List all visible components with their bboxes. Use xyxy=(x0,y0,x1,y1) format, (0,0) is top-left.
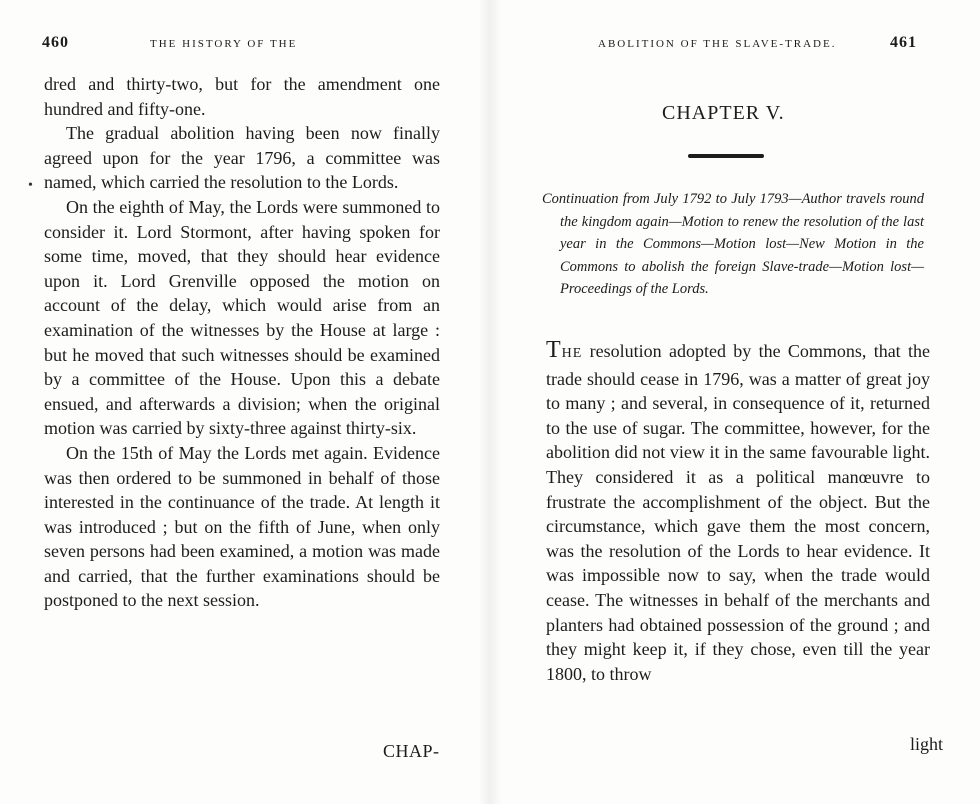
left-paragraph-2: The gradual abolition having been now finally agreed upon for the year 1796, a committee was named, which carried the resolution to the Lords. xyxy=(44,123,440,193)
left-running-head: THE HISTORY OF THE xyxy=(150,38,298,50)
right-page-number: 461 xyxy=(890,34,917,51)
left-page-number: 460 xyxy=(42,34,69,51)
chapter-rule xyxy=(688,154,764,158)
left-paragraph-4: On the 15th of May the Lords met again. Evidence was then ordered to be summoned in behalf of those interested in the continuance of the trade. At length it was introduced ; but on the fifth of June, when only seven persons had been examined, a motion was made and carried, that the further examinations should be postponed to the next session. xyxy=(44,442,440,611)
right-body-text xyxy=(546,338,930,686)
left-catchword: CHAP- xyxy=(383,741,440,761)
left-paragraph-3: On the eighth of May, the Lords were summoned to consider it. Lord Stormont, after having spoken for some time, moved, that they should hear evidence upon it. Lord Grenville opposed the motion on account of the delay, which would arise from an examination of the witnesses by the House at large : but he moved that such witnesses should be examined by a committee of the House. Upon this a debate ensued, and afterwards a division; when the original motion was carried by sixty-three against thirty-six. xyxy=(44,196,440,439)
right-running-head: ABOLITION OF THE SLAVE-TRADE. xyxy=(598,38,837,50)
right-paragraph-1 xyxy=(546,338,930,686)
right-catchword: light xyxy=(910,734,944,754)
right-paragraph-text: resolution adopted by the Commons, that the trade should cease in 1796, was a matter of great joy to many ; and several, in consequence of it, returned to the use of sugar. The committee, however, for the abolition did not view it in the same favourable light. They considered it as a political manœuvre to frustrate the accomplishment of the object. But the circumstance, which gave them the most concern, was the resolution of the Lords to hear evidence. It was impossible now to say, when the trade would cease. The witnesses in behalf of the merchants and planters had obtained possession of the ground ; and they might keep it, if they chose, even till the year 1800, to throw xyxy=(546,341,930,684)
right-page xyxy=(490,0,980,804)
drop-small-caps: HE xyxy=(561,346,583,361)
chapter-argument xyxy=(542,188,924,301)
chapter-argument-text: Continuation from July 1792 to July 1793—Author travels round the kingdom again—Motion to renew the resolution of the last year in the Commons—Motion lost—New Motion in the Commons to abolish the foreign Slave-trade—Motion lost—Proceedings of the Lords. xyxy=(542,191,924,298)
left-body-text xyxy=(44,72,440,613)
drop-initial: T xyxy=(546,337,562,363)
margin-mark: • xyxy=(28,178,33,193)
left-paragraph-1: dred and thirty-two, but for the amendment one hundred and fifty-one. xyxy=(44,74,440,119)
chapter-title: CHAPTER V. xyxy=(662,102,785,124)
